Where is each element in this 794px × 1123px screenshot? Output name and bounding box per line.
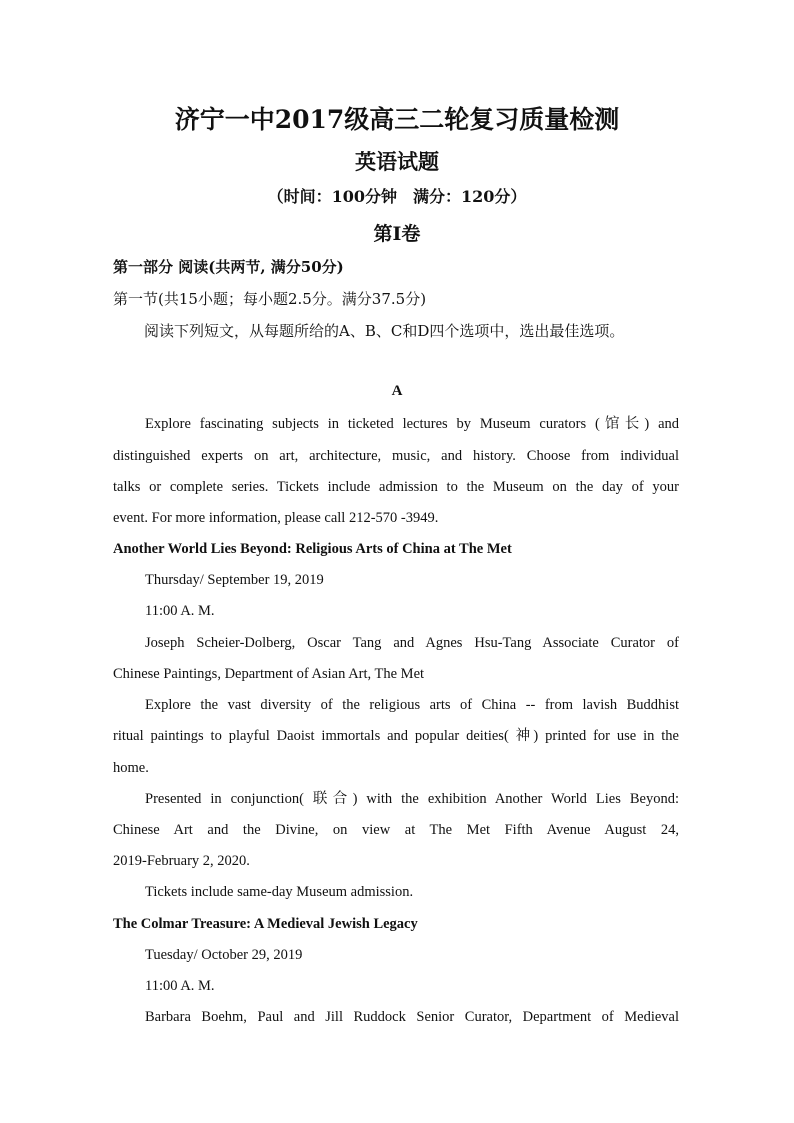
event-time: 11:00 A. M. — [145, 978, 215, 994]
event-presented: 2019-February 2, 2020. — [113, 853, 250, 869]
intro-line: talks or complete series. Tickets include admission to the Museum on the day of your — [113, 479, 679, 495]
event-presented: Presented in conjunction( 联合) with the exhibition Another World Lies Beyond: — [145, 791, 679, 807]
exam-title: 济宁一中2017级高三二轮复习质量检测 — [174, 105, 620, 134]
event-date: Thursday/ September 19, 2019 — [145, 572, 324, 588]
event-time: 11:00 A. M. — [145, 603, 215, 619]
exam-subtitle: 英语试题 — [355, 149, 439, 174]
event-description: Explore the vast diversity of the religious arts of China -- from lavish Buddhist — [145, 697, 679, 713]
passage-letter: A — [391, 383, 403, 399]
event-presented: Chinese Art and the Divine, on view at The Met Fifth Avenue August 24, — [113, 822, 679, 838]
event-tickets: Tickets include same-day Museum admission. — [145, 884, 414, 900]
event-heading: Another World Lies Beyond: Religious Arts of China at The Met — [113, 541, 512, 557]
event-heading: The Colmar Treasure: A Medieval Jewish Legacy — [113, 916, 418, 932]
intro-line: event. For more information, please call 212-570 -3949. — [113, 510, 439, 526]
event-speaker: Barbara Boehm, Paul and Jill Ruddock Senior Curator, Department of Medieval — [145, 1009, 679, 1025]
event-description: ritual paintings to playful Daoist immortals and popular deities( 神) printed for use in the — [113, 728, 679, 744]
time-note: （时间：100分钟 满分：120分） — [267, 187, 527, 206]
volume-heading: 第Ⅰ卷 — [373, 223, 421, 245]
event-description: home. — [113, 760, 149, 776]
event-speaker: Joseph Scheier-Dolberg, Oscar Tang and Agnes Hsu-Tang Associate Curator of — [145, 635, 679, 651]
intro-line: Explore fascinating subjects in ticketed lectures by Museum curators (馆长) and — [145, 416, 679, 432]
section-heading: 第一节(共15小题；每小题2.5分。满分37.5分) — [113, 290, 427, 308]
event-date: Tuesday/ October 29, 2019 — [145, 947, 303, 963]
intro-line: distinguished experts on art, architecture, music, and history. Choose from individual — [113, 448, 679, 464]
event-speaker: Chinese Paintings, Department of Asian Art, The Met — [113, 666, 425, 682]
instruction-text: 阅读下列短文，从每题所给的A、B、C和D四个选项中，选出最佳选项。 — [144, 322, 625, 340]
part-heading: 第一部分 阅读(共两节, 满分50分) — [113, 258, 344, 276]
